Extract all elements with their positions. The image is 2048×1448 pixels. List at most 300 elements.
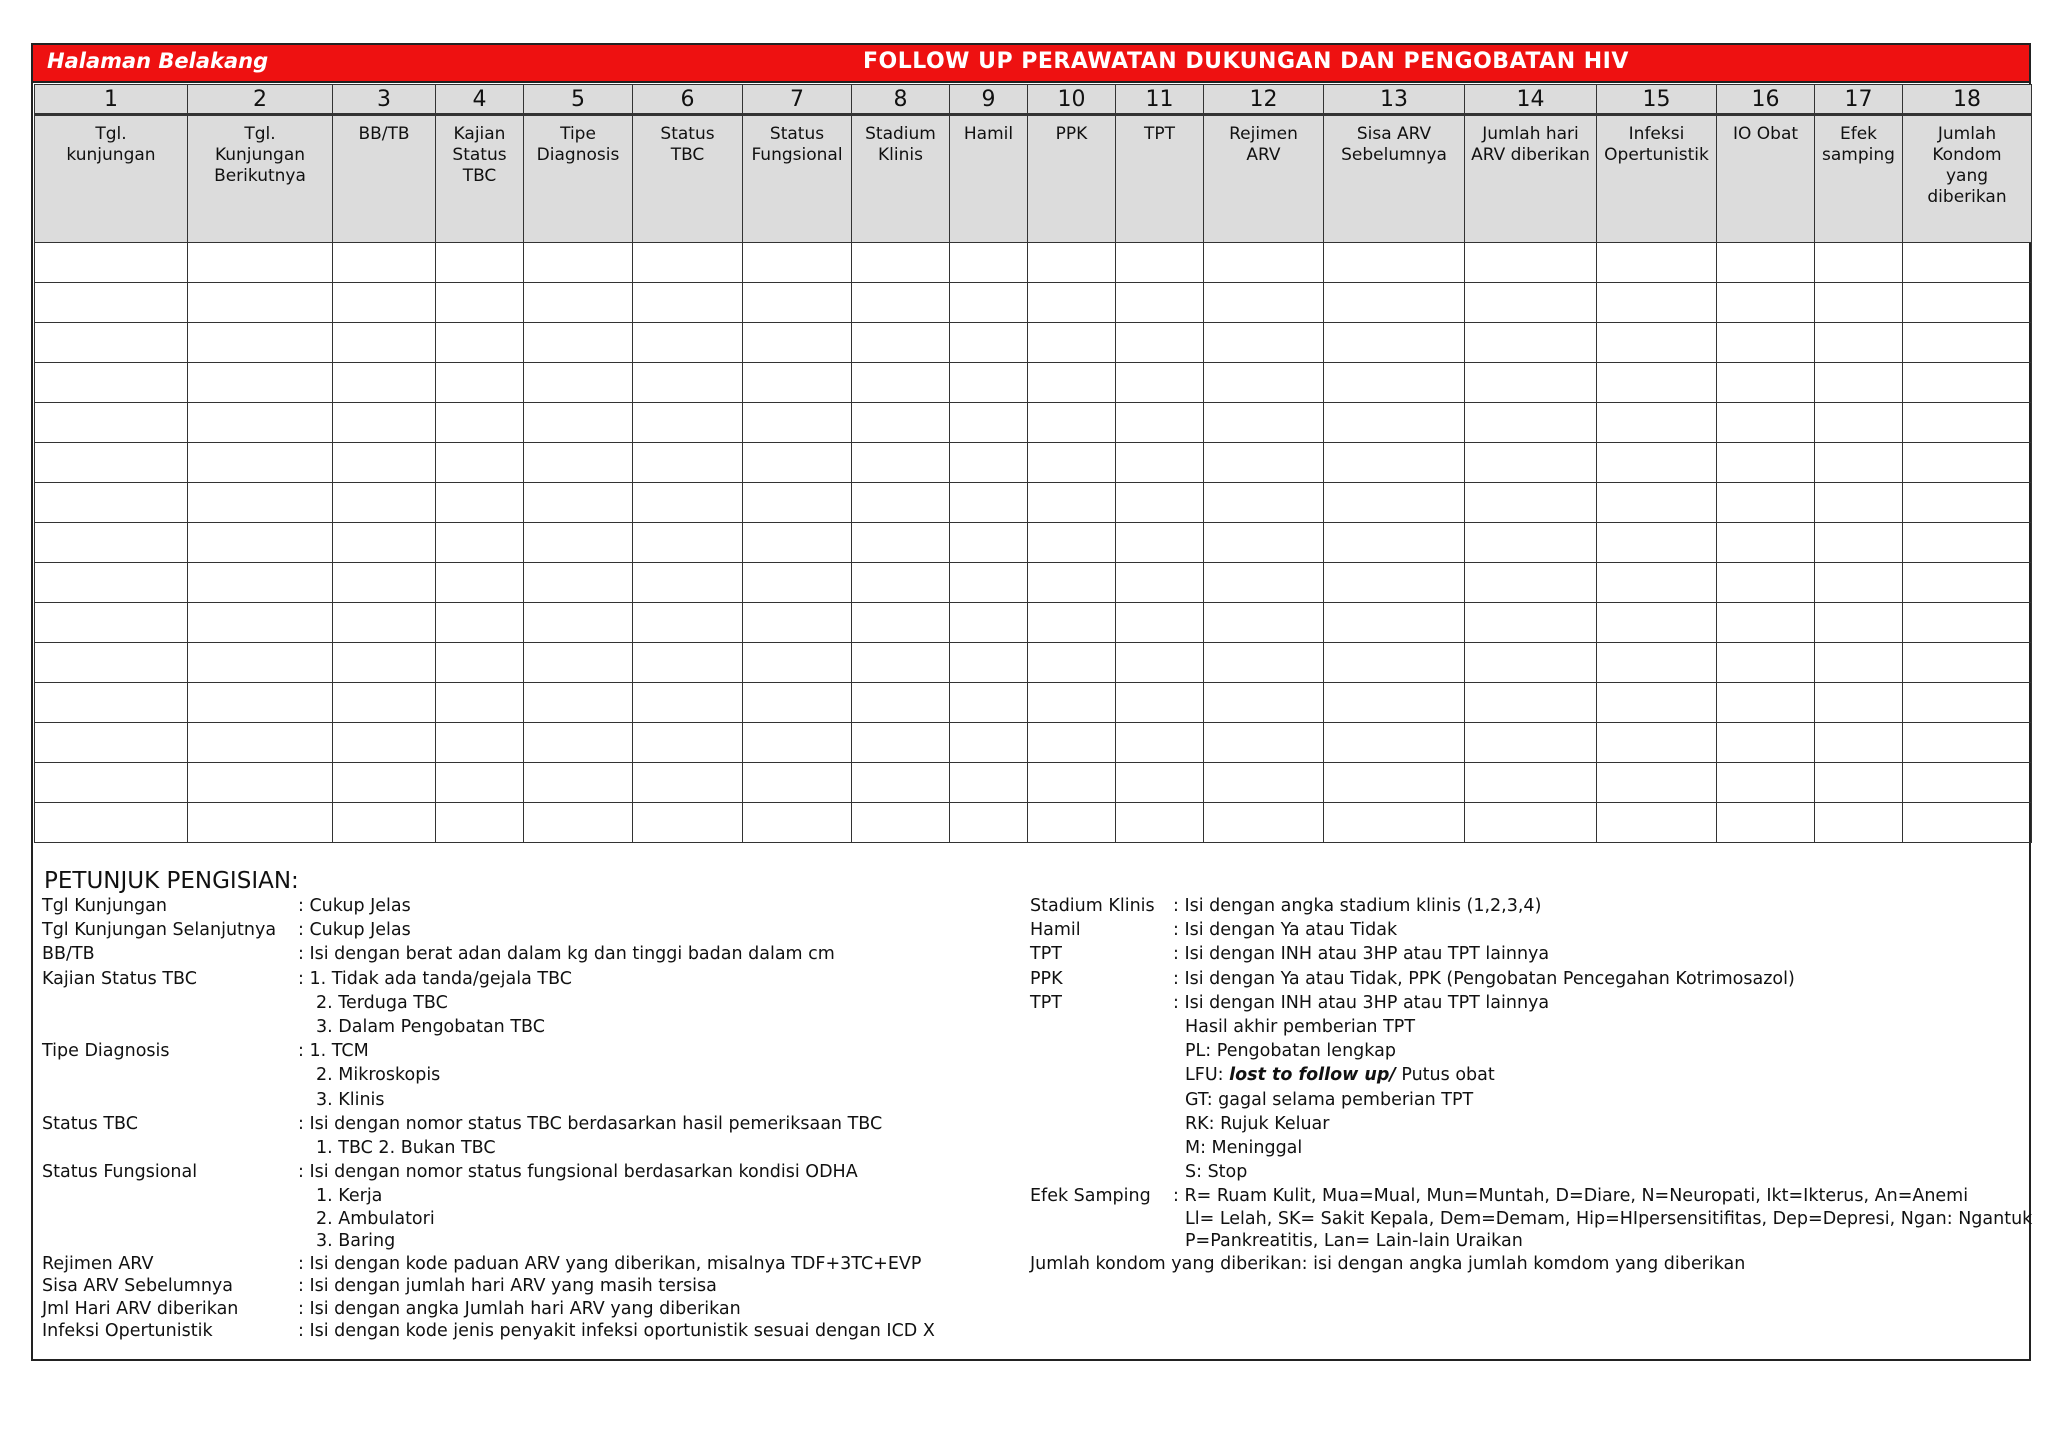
table-cell[interactable] — [1028, 283, 1116, 323]
table-cell[interactable] — [1465, 243, 1597, 283]
table-cell[interactable] — [1324, 403, 1465, 443]
table-cell[interactable] — [1717, 243, 1815, 283]
table-cell[interactable] — [1717, 523, 1815, 563]
table-cell[interactable] — [1597, 283, 1717, 323]
table-cell[interactable] — [1597, 483, 1717, 523]
table-cell[interactable] — [1815, 763, 1903, 803]
table-cell[interactable] — [524, 763, 633, 803]
table-cell[interactable] — [35, 603, 188, 643]
table-cell[interactable] — [524, 363, 633, 403]
table-cell[interactable] — [1204, 403, 1324, 443]
table-cell[interactable] — [1903, 443, 2032, 483]
table-cell[interactable] — [1815, 643, 1903, 683]
table-cell[interactable] — [1028, 483, 1116, 523]
table-cell[interactable] — [524, 323, 633, 363]
table-cell[interactable] — [852, 483, 950, 523]
table-cell[interactable] — [436, 483, 524, 523]
table-cell[interactable] — [524, 403, 633, 443]
table-cell[interactable] — [950, 683, 1028, 723]
table-cell[interactable] — [852, 803, 950, 843]
table-cell[interactable] — [1116, 323, 1204, 363]
table-cell[interactable] — [1204, 283, 1324, 323]
table-cell[interactable] — [1204, 443, 1324, 483]
table-cell[interactable] — [633, 763, 743, 803]
table-cell[interactable] — [1324, 763, 1465, 803]
table-cell[interactable] — [1597, 603, 1717, 643]
table-cell[interactable] — [1465, 563, 1597, 603]
table-cell[interactable] — [524, 643, 633, 683]
table-cell[interactable] — [188, 483, 333, 523]
table-cell[interactable] — [950, 763, 1028, 803]
table-cell[interactable] — [333, 763, 436, 803]
table-cell[interactable] — [950, 363, 1028, 403]
table-cell[interactable] — [743, 563, 852, 603]
table-cell[interactable] — [1903, 243, 2032, 283]
table-cell[interactable] — [1465, 363, 1597, 403]
table-cell[interactable] — [633, 483, 743, 523]
table-cell[interactable] — [1116, 563, 1204, 603]
table-cell[interactable] — [1717, 483, 1815, 523]
column-header — [1116, 115, 1204, 243]
table-cell[interactable] — [1324, 323, 1465, 363]
table-cell[interactable] — [950, 323, 1028, 363]
table-cell[interactable] — [743, 363, 852, 403]
table-cell[interactable] — [1028, 803, 1116, 843]
table-cell[interactable] — [436, 643, 524, 683]
table-cell[interactable] — [1815, 723, 1903, 763]
instruction-line — [1030, 1138, 2030, 1162]
table-cell[interactable] — [1028, 523, 1116, 563]
table-cell[interactable] — [188, 723, 333, 763]
table-cell[interactable] — [1903, 763, 2032, 803]
table-cell[interactable] — [633, 323, 743, 363]
table-cell[interactable] — [524, 603, 633, 643]
table-cell[interactable] — [436, 443, 524, 483]
table-cell[interactable] — [333, 403, 436, 443]
table-cell[interactable] — [524, 483, 633, 523]
table-cell[interactable] — [188, 763, 333, 803]
table-cell[interactable] — [333, 323, 436, 363]
instruction-value-text: RK: Rujuk Keluar — [1185, 1113, 1330, 1134]
table-cell[interactable] — [852, 563, 950, 603]
instruction-line — [42, 1276, 1022, 1299]
table-cell[interactable] — [743, 283, 852, 323]
table-cell[interactable] — [633, 723, 743, 763]
table-cell[interactable] — [743, 723, 852, 763]
table-cell[interactable] — [436, 763, 524, 803]
table-cell[interactable] — [1815, 803, 1903, 843]
table-cell[interactable] — [1204, 763, 1324, 803]
table-cell[interactable] — [1324, 603, 1465, 643]
table-cell[interactable] — [1717, 683, 1815, 723]
table-cell[interactable] — [333, 803, 436, 843]
table-cell[interactable] — [1903, 403, 2032, 443]
instruction-value — [1185, 1231, 1523, 1251]
instruction-value-text: : Isi dengan kode jenis penyakit infeksi oportunistik sesuai dengan ICD X — [298, 1321, 935, 1342]
table-cell[interactable] — [188, 443, 333, 483]
table-cell[interactable] — [333, 563, 436, 603]
table-cell[interactable] — [633, 283, 743, 323]
table-cell[interactable] — [633, 363, 743, 403]
table-cell[interactable] — [1204, 803, 1324, 843]
table-cell[interactable] — [633, 443, 743, 483]
instruction-value-text: : Isi dengan angka stadium klinis (1,2,3,4) — [1173, 896, 1542, 916]
table-cell[interactable] — [950, 283, 1028, 323]
table-cell[interactable] — [436, 603, 524, 643]
column-number-row — [35, 85, 2032, 115]
table-cell[interactable] — [188, 363, 333, 403]
table-cell[interactable] — [524, 683, 633, 723]
table-cell[interactable] — [852, 243, 950, 283]
table-cell[interactable] — [1465, 763, 1597, 803]
table-cell[interactable] — [1324, 283, 1465, 323]
table-cell[interactable] — [524, 723, 633, 763]
table-cell[interactable] — [950, 243, 1028, 283]
table-cell[interactable] — [1116, 483, 1204, 523]
table-cell[interactable] — [1324, 363, 1465, 403]
table-cell[interactable] — [743, 683, 852, 723]
table-cell[interactable] — [950, 723, 1028, 763]
table-cell[interactable] — [1324, 803, 1465, 843]
table-cell[interactable] — [524, 803, 633, 843]
table-cell[interactable] — [1815, 283, 1903, 323]
table-cell[interactable] — [436, 803, 524, 843]
table-cell[interactable] — [1717, 763, 1815, 803]
table-cell[interactable] — [1204, 563, 1324, 603]
table-cell[interactable] — [1116, 363, 1204, 403]
table-cell[interactable] — [1028, 643, 1116, 683]
table-cell[interactable] — [1903, 323, 2032, 363]
table-cell[interactable] — [950, 403, 1028, 443]
table-cell[interactable] — [633, 563, 743, 603]
table-cell[interactable] — [1903, 603, 2032, 643]
table-cell[interactable] — [950, 603, 1028, 643]
table-cell[interactable] — [1028, 243, 1116, 283]
table-cell[interactable] — [333, 523, 436, 563]
table-cell[interactable] — [1028, 603, 1116, 643]
table-cell[interactable] — [436, 723, 524, 763]
table-cell[interactable] — [1116, 243, 1204, 283]
table-cell[interactable] — [333, 363, 436, 403]
table-cell[interactable] — [1116, 803, 1204, 843]
table-cell[interactable] — [1324, 643, 1465, 683]
table-cell[interactable] — [852, 363, 950, 403]
table-cell[interactable] — [743, 803, 852, 843]
table-cell[interactable] — [1815, 523, 1903, 563]
table-cell[interactable] — [188, 323, 333, 363]
table-cell[interactable] — [1717, 323, 1815, 363]
table-cell[interactable] — [633, 523, 743, 563]
instruction-value — [298, 969, 572, 989]
table-cell[interactable] — [1465, 323, 1597, 363]
table-cell[interactable] — [1815, 323, 1903, 363]
column-header-line: yang — [1945, 166, 1989, 186]
table-cell[interactable] — [852, 763, 950, 803]
table-cell[interactable] — [1465, 643, 1597, 683]
table-cell[interactable] — [1815, 563, 1903, 603]
table-cell[interactable] — [852, 603, 950, 643]
table-cell[interactable] — [188, 603, 333, 643]
table-cell[interactable] — [1324, 483, 1465, 523]
table-cell[interactable] — [333, 683, 436, 723]
table-cell[interactable] — [1116, 603, 1204, 643]
table-cell[interactable] — [1116, 283, 1204, 323]
table-cell[interactable] — [1204, 323, 1324, 363]
table-cell[interactable] — [1324, 563, 1465, 603]
table-cell[interactable] — [524, 523, 633, 563]
table-cell[interactable] — [743, 483, 852, 523]
table-cell[interactable] — [35, 483, 188, 523]
header-bar — [31, 43, 2031, 83]
table-cell[interactable] — [1028, 763, 1116, 803]
table-cell[interactable] — [743, 443, 852, 483]
table-cell[interactable] — [1028, 683, 1116, 723]
table-cell[interactable] — [1597, 763, 1717, 803]
table-cell[interactable] — [436, 323, 524, 363]
table-cell[interactable] — [524, 563, 633, 603]
table-cell[interactable] — [1324, 683, 1465, 723]
table-cell[interactable] — [743, 603, 852, 643]
table-cell[interactable] — [436, 363, 524, 403]
table-cell[interactable] — [436, 283, 524, 323]
table-cell[interactable] — [35, 803, 188, 843]
table-cell[interactable] — [1815, 443, 1903, 483]
table-cell[interactable] — [1903, 683, 2032, 723]
table-cell[interactable] — [1903, 563, 2032, 603]
table-cell[interactable] — [1324, 243, 1465, 283]
instructions-left — [42, 896, 1022, 1344]
table-cell[interactable] — [1597, 563, 1717, 603]
table-cell[interactable] — [1204, 643, 1324, 683]
table-cell[interactable] — [1465, 683, 1597, 723]
instruction-value-text: : Isi dengan kode paduan ARV yang diberikan, misalnya TDF+3TC+EVP — [298, 1253, 922, 1274]
table-cell[interactable] — [1597, 323, 1717, 363]
table-cell[interactable] — [436, 403, 524, 443]
table-cell[interactable] — [1028, 323, 1116, 363]
table-cell[interactable] — [633, 403, 743, 443]
table-cell[interactable] — [524, 283, 633, 323]
table-cell[interactable] — [1903, 643, 2032, 683]
table-cell[interactable] — [35, 723, 188, 763]
instruction-value — [1185, 1041, 1396, 1061]
table-cell[interactable] — [852, 323, 950, 363]
table-cell[interactable] — [436, 243, 524, 283]
table-cell[interactable] — [1465, 723, 1597, 763]
table-cell[interactable] — [852, 683, 950, 723]
table-cell[interactable] — [188, 403, 333, 443]
table-cell[interactable] — [1204, 243, 1324, 283]
table-cell[interactable] — [1597, 643, 1717, 683]
table-cell[interactable] — [1597, 683, 1717, 723]
table-cell[interactable] — [1028, 443, 1116, 483]
table-cell[interactable] — [333, 723, 436, 763]
table-cell[interactable] — [950, 523, 1028, 563]
table-cell[interactable] — [1717, 363, 1815, 403]
table-cell[interactable] — [1903, 483, 2032, 523]
table-cell[interactable] — [1597, 243, 1717, 283]
table-cell[interactable] — [1717, 283, 1815, 323]
table-cell[interactable] — [1465, 523, 1597, 563]
table-cell[interactable] — [1204, 363, 1324, 403]
table-cell[interactable] — [1465, 403, 1597, 443]
column-number: 8 — [852, 85, 950, 115]
table-cell[interactable] — [1815, 403, 1903, 443]
table-cell[interactable] — [436, 683, 524, 723]
column-header-line: Efek — [1839, 124, 1878, 144]
table-cell[interactable] — [633, 803, 743, 843]
table-cell[interactable] — [1903, 363, 2032, 403]
table-cell[interactable] — [1465, 283, 1597, 323]
table-cell[interactable] — [35, 563, 188, 603]
table-cell[interactable] — [188, 243, 333, 283]
instruction-value — [298, 1276, 717, 1296]
table-cell[interactable] — [1597, 403, 1717, 443]
table-cell[interactable] — [1717, 723, 1815, 763]
table-cell[interactable] — [1116, 723, 1204, 763]
table-cell[interactable] — [188, 563, 333, 603]
table-cell[interactable] — [743, 403, 852, 443]
table-cell[interactable] — [1116, 643, 1204, 683]
table-cell[interactable] — [852, 443, 950, 483]
table-cell[interactable] — [188, 523, 333, 563]
table-cell[interactable] — [1815, 683, 1903, 723]
table-cell[interactable] — [1717, 603, 1815, 643]
table-cell[interactable] — [1465, 443, 1597, 483]
table-cell[interactable] — [1204, 523, 1324, 563]
table-cell[interactable] — [524, 243, 633, 283]
table-cell[interactable] — [852, 403, 950, 443]
table-cell[interactable] — [950, 643, 1028, 683]
table-cell[interactable] — [1717, 403, 1815, 443]
table-cell[interactable] — [1717, 563, 1815, 603]
table-cell[interactable] — [1116, 443, 1204, 483]
table-cell[interactable] — [1028, 363, 1116, 403]
table-cell[interactable] — [852, 523, 950, 563]
instruction-value — [1185, 1114, 1329, 1134]
table-cell[interactable] — [1903, 523, 2032, 563]
table-cell[interactable] — [1815, 243, 1903, 283]
table-cell[interactable] — [743, 643, 852, 683]
table-cell[interactable] — [1116, 403, 1204, 443]
table-cell[interactable] — [950, 803, 1028, 843]
table-cell[interactable] — [1116, 523, 1204, 563]
column-header-line: Klinis — [878, 145, 923, 165]
table-cell[interactable] — [1028, 403, 1116, 443]
table-cell[interactable] — [333, 443, 436, 483]
table-cell[interactable] — [35, 523, 188, 563]
table-cell[interactable] — [436, 563, 524, 603]
column-header — [633, 115, 743, 243]
table-cell[interactable] — [1116, 763, 1204, 803]
table-cell[interactable] — [1465, 483, 1597, 523]
column-header-line: Sisa ARV — [1356, 124, 1432, 144]
table-cell[interactable] — [852, 723, 950, 763]
table-cell[interactable] — [1815, 483, 1903, 523]
table-cell[interactable] — [1597, 363, 1717, 403]
instruction-line — [1030, 993, 2030, 1017]
table-cell[interactable] — [1465, 803, 1597, 843]
table-cell[interactable] — [1717, 443, 1815, 483]
table-cell[interactable] — [852, 643, 950, 683]
table-cell[interactable] — [333, 603, 436, 643]
instruction-line — [42, 896, 1022, 920]
table-cell[interactable] — [35, 403, 188, 443]
instruction-value — [316, 1017, 545, 1037]
column-header-line: samping — [1822, 145, 1895, 165]
table-cell[interactable] — [1204, 723, 1324, 763]
table-cell[interactable] — [633, 603, 743, 643]
table-cell[interactable] — [1324, 443, 1465, 483]
table-cell[interactable] — [1597, 723, 1717, 763]
table-cell[interactable] — [1717, 803, 1815, 843]
table-cell[interactable] — [1204, 603, 1324, 643]
table-cell[interactable] — [1324, 723, 1465, 763]
table-cell[interactable] — [1204, 483, 1324, 523]
table-cell[interactable] — [1324, 523, 1465, 563]
table-cell[interactable] — [633, 643, 743, 683]
column-header-line: Sebelumnya — [1341, 145, 1447, 165]
table-cell[interactable] — [35, 243, 188, 283]
table-cell[interactable] — [633, 243, 743, 283]
table-cell[interactable] — [743, 243, 852, 283]
table-cell[interactable] — [1597, 443, 1717, 483]
table-cell[interactable] — [1903, 283, 2032, 323]
table-cell[interactable] — [743, 523, 852, 563]
table-cell[interactable] — [188, 283, 333, 323]
table-cell[interactable] — [1597, 523, 1717, 563]
table-cell[interactable] — [1903, 803, 2032, 843]
table-cell[interactable] — [1028, 723, 1116, 763]
instruction-value — [1173, 920, 1397, 940]
table-cell[interactable] — [333, 643, 436, 683]
table-cell[interactable] — [35, 323, 188, 363]
table-cell[interactable] — [1116, 683, 1204, 723]
table-cell[interactable] — [852, 283, 950, 323]
instruction-value-text: : Cukup Jelas — [298, 896, 411, 916]
table-cell[interactable] — [35, 283, 188, 323]
table-cell[interactable] — [1204, 683, 1324, 723]
column-header — [950, 115, 1028, 243]
table-cell[interactable] — [1815, 603, 1903, 643]
table-cell[interactable] — [188, 803, 333, 843]
table-cell[interactable] — [35, 763, 188, 803]
table-cell[interactable] — [333, 243, 436, 283]
table-cell[interactable] — [188, 643, 333, 683]
table-cell[interactable] — [1903, 723, 2032, 763]
table-cell[interactable] — [633, 683, 743, 723]
table-cell[interactable] — [950, 563, 1028, 603]
table-cell[interactable] — [436, 523, 524, 563]
table-cell[interactable] — [1465, 603, 1597, 643]
table-cell[interactable] — [1815, 363, 1903, 403]
table-cell[interactable] — [1717, 643, 1815, 683]
table-cell[interactable] — [35, 643, 188, 683]
table-cell[interactable] — [1597, 803, 1717, 843]
table-cell[interactable] — [743, 323, 852, 363]
instruction-value — [1173, 944, 1549, 964]
table-cell[interactable] — [950, 443, 1028, 483]
table-cell[interactable] — [524, 443, 633, 483]
table-cell[interactable] — [35, 363, 188, 403]
table-cell[interactable] — [743, 763, 852, 803]
table-cell[interactable] — [188, 683, 333, 723]
table-cell[interactable] — [950, 483, 1028, 523]
table-cell[interactable] — [1028, 563, 1116, 603]
table-cell[interactable] — [333, 283, 436, 323]
table-cell[interactable] — [333, 483, 436, 523]
table-cell[interactable] — [35, 443, 188, 483]
table-cell[interactable] — [35, 683, 188, 723]
